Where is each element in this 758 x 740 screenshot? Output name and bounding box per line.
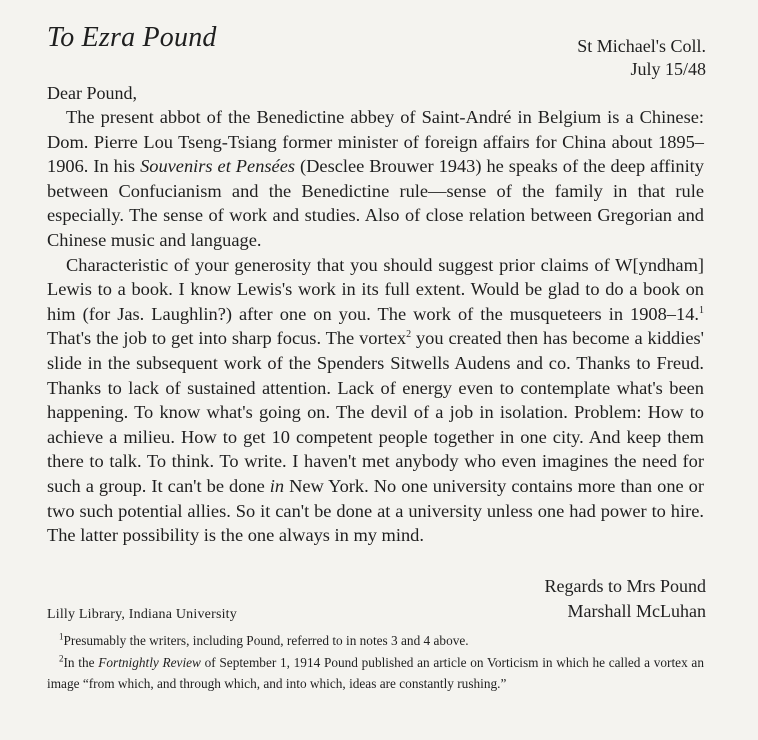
paragraph-1-text-a: The present abbot of the Benedictine abbey of Saint-André in Belgium is a Chinese: Dom. Pierre Lou Tseng-Tsiang former minister of foreign affairs for China about 1895–1906. In his — [47, 107, 704, 177]
letter-body — [47, 105, 704, 548]
letter-date: July 15/48 — [630, 59, 706, 79]
letter-title: To Ezra Pound — [47, 22, 217, 53]
paragraph-2-text-a: Characteristic of your generosity that you should suggest prior claims of W[yndham] Lewis to a book. I know Lewis's work in its full extent. Would be glad to do a book on him (for Jas. Laughlin?) after one on you. The work of the musqueteers in 1908–14. — [47, 254, 704, 324]
signature: Marshall McLuhan — [567, 601, 706, 621]
footnote-ref-2: 2 — [406, 329, 412, 341]
journal-title: Fortnightly Review — [98, 654, 201, 670]
paragraph-2-text-b: That's the job to get into sharp focus. The vortex — [47, 328, 407, 349]
paragraph-2-text-d: New York. No one university contains more than one or two such potential allies. So it can't be done at a university unless one had power to hire. The latter possibility is the one always in my mind. — [47, 475, 705, 546]
paragraph-1-text-b: (Desclee Brouwer 1943) he speaks of the deep affinity between Confucianism and the Benedictine rule—sense of the family in that rule especially. The sense of work and studies. Also of close relation between Gregorian and Chinese music and language. — [47, 156, 704, 250]
closing-line: Regards to Mrs Pound — [544, 576, 706, 596]
footnote-2-text-a: In the — [63, 654, 99, 670]
footnote-ref-1: 1 — [699, 304, 704, 316]
source-credit: Lilly Library, Indiana University — [47, 607, 237, 622]
sender-address: St Michael's Coll. — [577, 36, 706, 56]
paragraph-2 — [47, 253, 704, 548]
footnote-1 — [47, 630, 704, 652]
footnote-2-mark: 2 — [59, 653, 64, 664]
footnotes — [47, 630, 704, 695]
footnote-2 — [47, 652, 704, 695]
footnote-1-mark: 1 — [59, 631, 64, 642]
footnote-2-text-b: of September 1, 1914 Pound published an article on Vorticism in which he called a vortex an image “from which, and through which, and into which, ideas are constantly rushing.” — [47, 654, 704, 691]
emphasis-in: in — [269, 475, 285, 496]
book-title: Souvenirs et Pensées — [140, 156, 296, 177]
paragraph-1 — [47, 105, 704, 253]
salutation: Dear Pound, — [47, 83, 137, 103]
footnote-1-text: Presumably the writers, including Pound, referred to in notes 3 and 4 above. — [63, 633, 469, 648]
paragraph-2-text-c: you created then has become a kiddies' slide in the subsequent work of the Spenders Sitwells Audens and co. Thanks to Freud. Thanks to lack of sustained attention. Lack of energy even to contemplate what's been happening. To know what's going on. The devil of a job in isolation. Problem: How to achieve a milieu. How to get 10 competent people together in one city. And keep them there to talk. To think. To write. I haven't met anybody who even imagines the need for such a group. It can't be done — [47, 328, 704, 496]
